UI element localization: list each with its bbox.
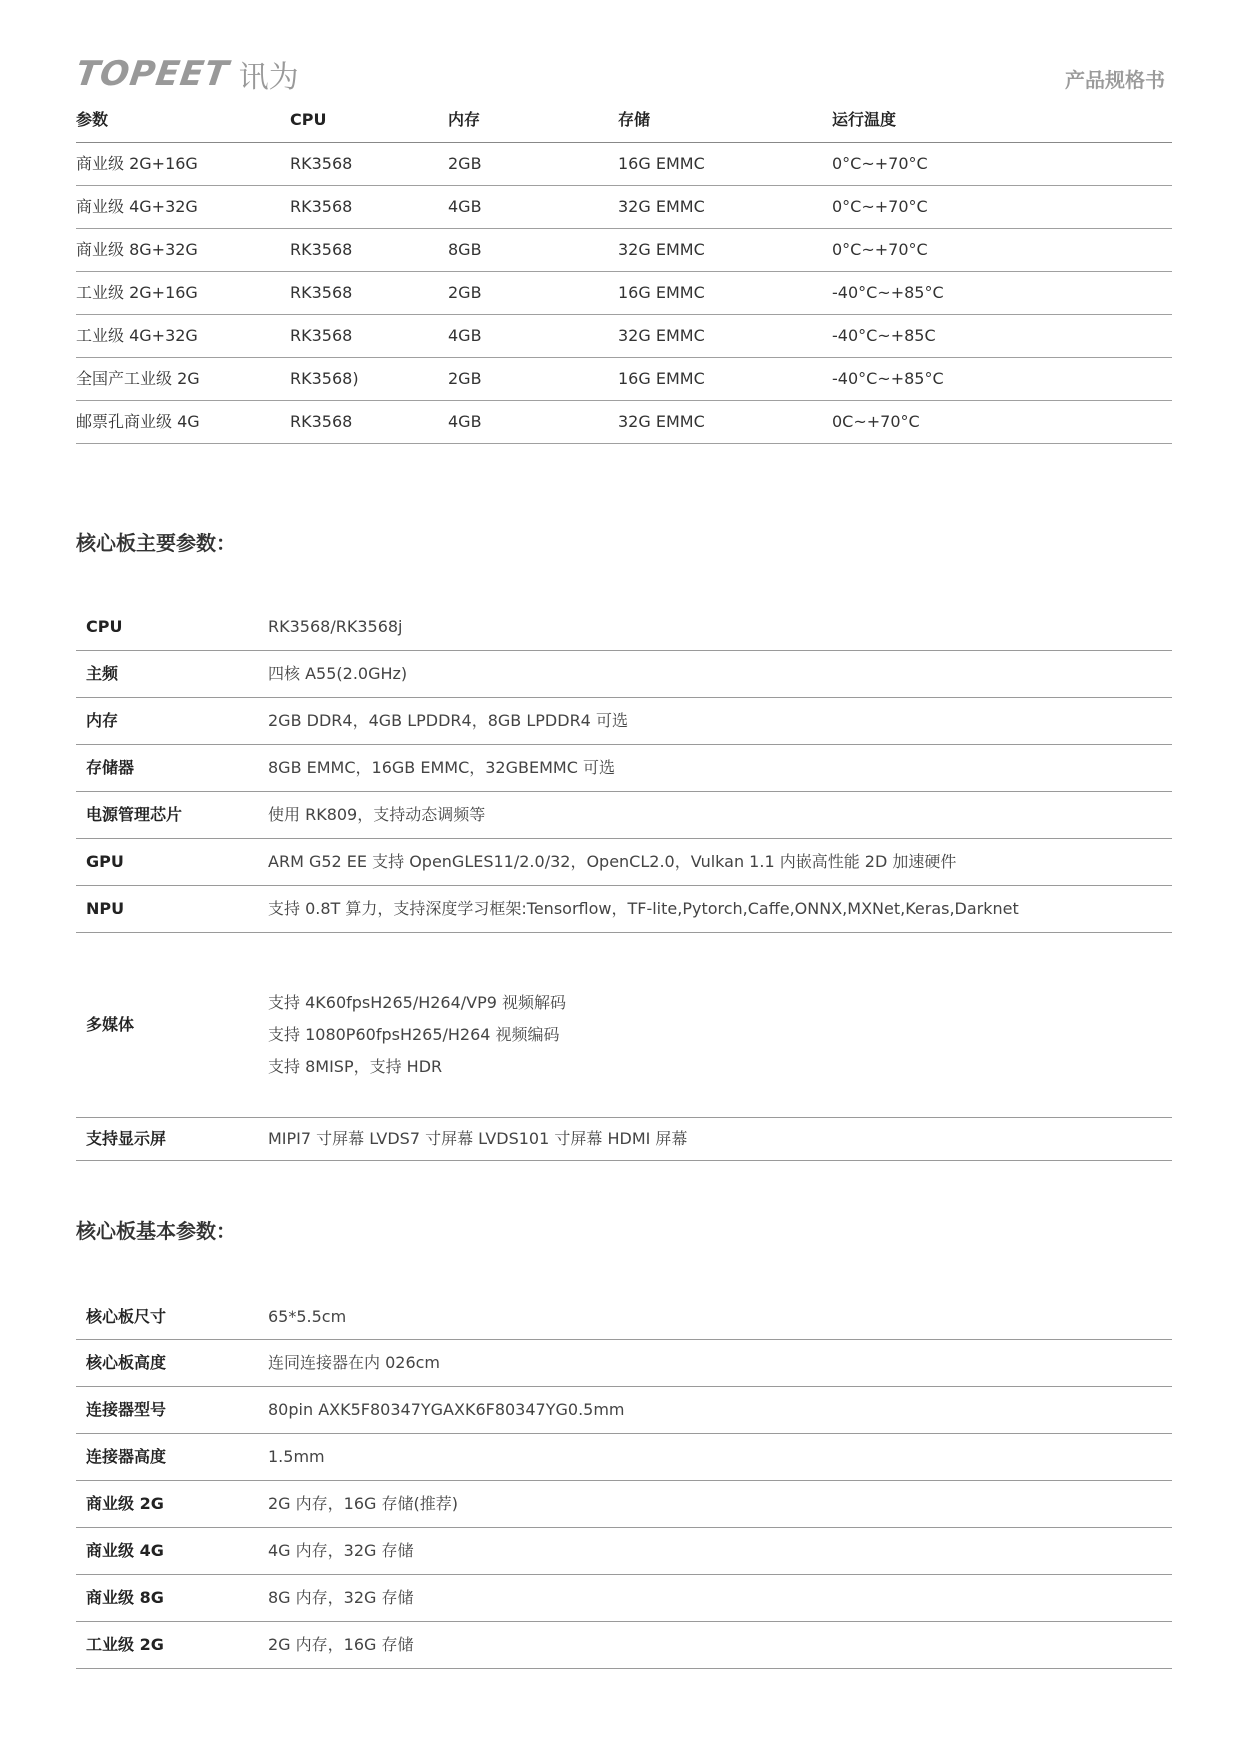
spec-value: 连同连接器在内 026cm xyxy=(268,1353,441,1372)
spec-label: 商业级 8G xyxy=(86,1588,164,1607)
logo-wordmark: TOPEET xyxy=(73,54,232,94)
cell-param: 商业级 8G+32G xyxy=(76,240,198,259)
cell-cpu: RK3568 xyxy=(290,154,353,173)
table-row xyxy=(76,143,1172,186)
spec-value: MIPI7 寸屏幕 LVDS7 寸屏幕 LVDS101 寸屏幕 HDMI 屏幕 xyxy=(268,1129,688,1148)
logo-chinese-name: 讯为 xyxy=(238,60,299,95)
spec-row xyxy=(76,1528,1172,1575)
header-cpu: CPU xyxy=(290,110,327,129)
spec-value: ARM G52 EE 支持 OpenGLES11/2.0/32，OpenCL2.0，Vulkan 1.1 内嵌高性能 2D 加速硬件 xyxy=(268,852,957,871)
cell-storage: 32G EMMC xyxy=(618,197,705,216)
spec-row-pmic xyxy=(76,792,1172,839)
spec-value: 65*5.5cm xyxy=(268,1307,347,1326)
cell-memory: 4GB xyxy=(448,197,482,216)
table-header-row xyxy=(76,102,1172,143)
basic-params-table xyxy=(76,1294,1172,1669)
cell-cpu: RK3568) xyxy=(290,369,359,388)
spec-row-multimedia xyxy=(76,933,1172,1118)
spec-label: 支持显示屏 xyxy=(86,1129,167,1148)
cell-storage: 32G EMMC xyxy=(618,412,705,431)
cell-temperature: -40°C~+85°C xyxy=(832,283,944,302)
spec-row-gpu xyxy=(76,839,1172,886)
cell-cpu: RK3568 xyxy=(290,240,353,259)
spec-value: 8GB EMMC，16GB EMMC，32GBEMMC 可选 xyxy=(268,758,615,777)
spec-row-memory xyxy=(76,698,1172,745)
spec-row-storage xyxy=(76,745,1172,792)
cell-param: 工业级 2G+16G xyxy=(76,283,198,302)
spec-value: 8G 内存，32G 存储 xyxy=(268,1588,414,1607)
spec-label: 连接器型号 xyxy=(86,1400,167,1419)
spec-label: 商业级 2G xyxy=(86,1494,164,1513)
header-temperature: 运行温度 xyxy=(832,110,897,129)
cell-memory: 8GB xyxy=(448,240,482,259)
table-row xyxy=(76,272,1172,315)
spec-value: 支持 0.8T 算力，支持深度学习框架:Tensorflow，TF-lite,Pytorch,Caffe,ONNX,MXNet,Keras,Darknet xyxy=(268,899,1019,918)
cell-temperature: 0°C~+70°C xyxy=(832,240,928,259)
multimedia-line: 支持 8MISP，支持 HDR xyxy=(268,1057,443,1076)
spec-row xyxy=(76,1340,1172,1387)
spec-value: 2GB DDR4，4GB LPDDR4，8GB LPDDR4 可选 xyxy=(268,711,628,730)
cell-storage: 16G EMMC xyxy=(618,154,705,173)
spec-label: 核心板高度 xyxy=(86,1353,167,1372)
spec-label: 商业级 4G xyxy=(86,1541,164,1560)
cell-temperature: 0C~+70°C xyxy=(832,412,920,431)
spec-row xyxy=(76,1622,1172,1669)
spec-label: CPU xyxy=(86,617,123,636)
cell-temperature: 0°C~+70°C xyxy=(832,197,928,216)
brand-logo xyxy=(73,52,299,96)
spec-value: 4G 内存，32G 存储 xyxy=(268,1541,414,1560)
spec-row-cpu xyxy=(76,604,1172,651)
cell-temperature: -40°C~+85°C xyxy=(832,369,944,388)
cell-memory: 2GB xyxy=(448,369,482,388)
spec-row xyxy=(76,1387,1172,1434)
spec-label: 工业级 2G xyxy=(86,1635,164,1654)
spec-value: 2G 内存，16G 存储(推荐) xyxy=(268,1494,458,1513)
spec-label: 连接器高度 xyxy=(86,1447,167,1466)
table-row xyxy=(76,186,1172,229)
cell-cpu: RK3568 xyxy=(290,197,353,216)
cell-param: 工业级 4G+32G xyxy=(76,326,198,345)
cell-storage: 32G EMMC xyxy=(618,240,705,259)
spec-label: 内存 xyxy=(86,711,119,730)
spec-value: 四核 A55(2.0GHz) xyxy=(268,664,408,683)
header-storage: 存储 xyxy=(618,110,651,129)
spec-row-npu xyxy=(76,886,1172,933)
spec-value: 使用 RK809，支持动态调频等 xyxy=(268,805,486,824)
document-type-label: 产品规格书 xyxy=(1065,68,1165,92)
spec-row xyxy=(76,1481,1172,1528)
cell-memory: 2GB xyxy=(448,283,482,302)
header-memory: 内存 xyxy=(448,110,481,129)
spec-value: RK3568/RK3568j xyxy=(268,617,403,636)
section-title-main-params: 核心板主要参数： xyxy=(76,531,236,555)
cell-memory: 4GB xyxy=(448,412,482,431)
cell-memory: 4GB xyxy=(448,326,482,345)
spec-value-multiline xyxy=(268,987,566,1083)
spec-label: 多媒体 xyxy=(86,1015,135,1034)
cell-param: 全国产工业级 2G xyxy=(76,369,200,388)
header-param: 参数 xyxy=(76,110,109,129)
table-row xyxy=(76,358,1172,401)
cell-param: 商业级 4G+32G xyxy=(76,197,198,216)
spec-value: 80pin AXK5F80347YGAXK6F80347YG0.5mm xyxy=(268,1400,625,1419)
cell-temperature: 0°C~+70°C xyxy=(832,154,928,173)
spec-value: 1.5mm xyxy=(268,1447,325,1466)
multimedia-line: 支持 1080P60fpsH265/H264 视频编码 xyxy=(268,1025,560,1044)
spec-label: NPU xyxy=(86,899,125,918)
cell-cpu: RK3568 xyxy=(290,412,353,431)
cell-memory: 2GB xyxy=(448,154,482,173)
spec-row xyxy=(76,1434,1172,1481)
cell-temperature: -40°C~+85C xyxy=(832,326,936,345)
versions-table xyxy=(76,102,1172,444)
table-row xyxy=(76,315,1172,358)
cell-cpu: RK3568 xyxy=(290,326,353,345)
spec-label: 核心板尺寸 xyxy=(86,1307,167,1326)
cell-storage: 32G EMMC xyxy=(618,326,705,345)
spec-label: 主频 xyxy=(86,664,119,683)
spec-value: 2G 内存，16G 存储 xyxy=(268,1635,414,1654)
spec-row-display xyxy=(76,1118,1172,1161)
cell-storage: 16G EMMC xyxy=(618,369,705,388)
section-title-basic-params: 核心板基本参数： xyxy=(76,1219,236,1243)
cell-param: 商业级 2G+16G xyxy=(76,154,198,173)
multimedia-line: 支持 4K60fpsH265/H264/VP9 视频解码 xyxy=(268,993,567,1012)
spec-label: GPU xyxy=(86,852,124,871)
cell-cpu: RK3568 xyxy=(290,283,353,302)
spec-row-frequency xyxy=(76,651,1172,698)
main-params-table xyxy=(76,604,1172,1161)
spec-label: 电源管理芯片 xyxy=(86,805,183,824)
table-row xyxy=(76,401,1172,444)
cell-storage: 16G EMMC xyxy=(618,283,705,302)
spec-row xyxy=(76,1575,1172,1622)
table-row xyxy=(76,229,1172,272)
spec-row xyxy=(76,1294,1172,1340)
spec-label: 存储器 xyxy=(86,758,135,777)
cell-param: 邮票孔商业级 4G xyxy=(76,412,200,431)
